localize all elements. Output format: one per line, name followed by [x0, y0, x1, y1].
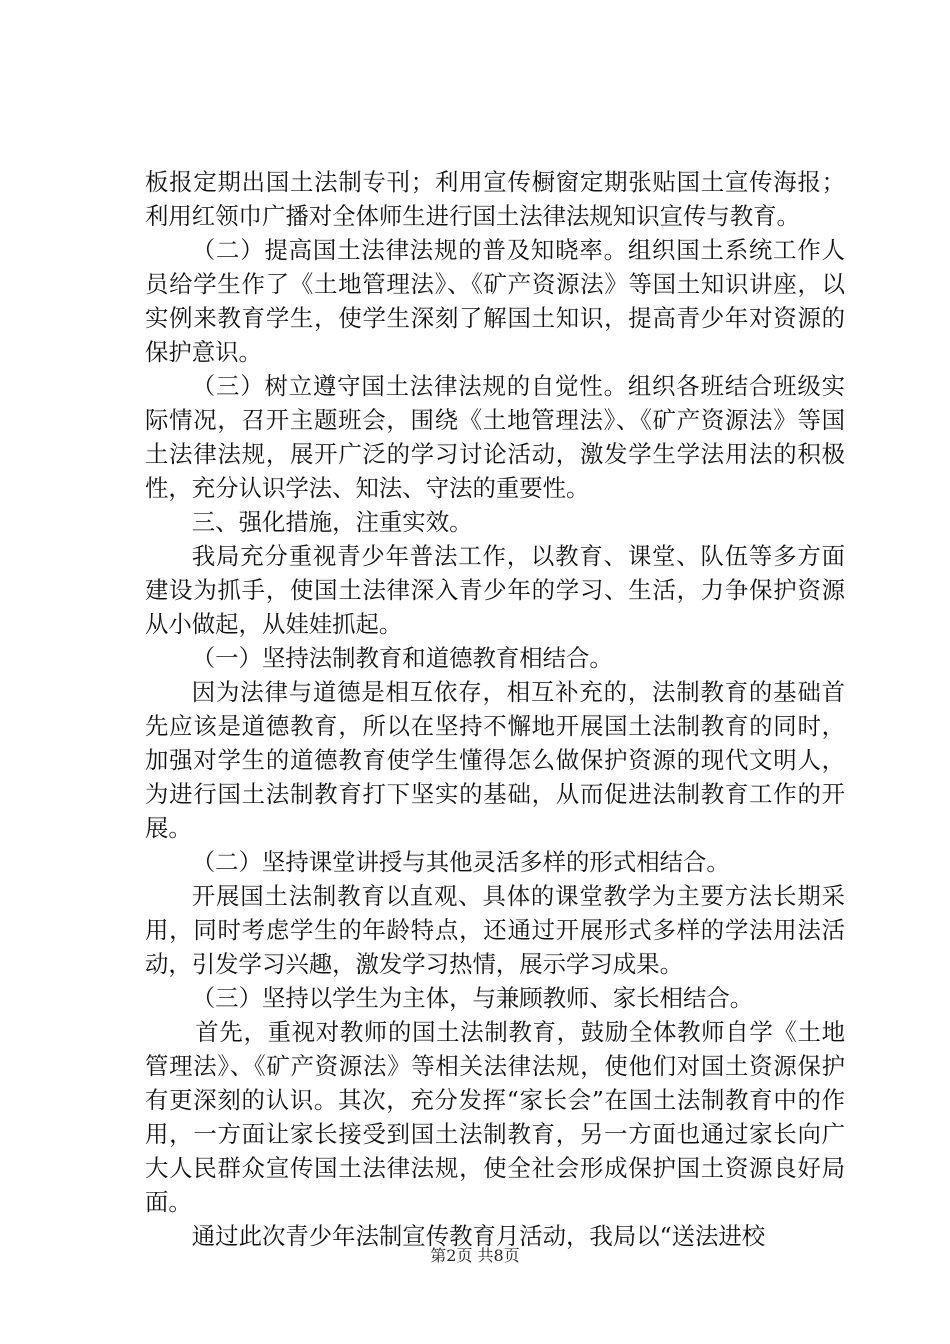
body-text: [145, 165, 845, 1253]
page-number-footer: 第2页 共8页: [430, 1246, 520, 1265]
subheading-2: （二）坚持课堂讲授与其他灵活多样的形式相结合。: [191, 848, 730, 876]
paragraph-subheading-2-body: 开展国土法制教育以直观、具体的课堂教学为主要方法长期采用，同时考虑学生的年龄特点，还通过开展形式多样的学法用法活动，引发学习兴趣，激发学习热情，展示学习成果。: [145, 882, 845, 978]
subheading-1: （一）坚持法制教育和道德教育相结合。: [191, 644, 613, 672]
paragraph-subheading-3-body: 首先，重视对教师的国土法制教育，鼓励全体教师自学《土地管理法》、《矿产资源法》等相关法律法规，使他们对国土资源保护有更深刻的认识。其次，充分发挥“家长会”在国土法制教育中的作用，一方面让家长接受到国土法制教育，另一方面也通过家长向广大人民群众宣传国土法律法规，使全社会形成保护国土资源良好局面。: [145, 1018, 845, 1216]
paragraph-section-3-intro: 我局充分重视青少年普法工作，以教育、课堂、队伍等多方面建设为抓手，使国土法律深入青少年的学习、生活，力争保护资源从小做起，从娃娃抓起。: [145, 542, 845, 638]
paragraph-item-3: （三）树立遵守国土法律法规的自觉性。组织各班结合班级实际情况，召开主题班会，围绕《土地管理法》、《矿产资源法》等国土法律法规，展开广泛的学习讨论活动，激发学生学法用法的积极性，充分认识学法、知法、守法的重要性。: [145, 372, 845, 502]
paragraph-closing: 通过此次青少年法制宣传教育月活动，我局以“送法进校: [191, 1222, 766, 1250]
subheading-3: （三）坚持以学生为主体，与兼顾教师、家长相结合。: [191, 984, 754, 1012]
paragraph-item-2: （二）提高国土法律法规的普及知晓率。组织国土系统工作人员给学生作了《土地管理法》、《矿产资源法》等国土知识讲座，以实例来教育学生，使学生深刻了解国土知识，提高青少年对资源的保护意识。: [145, 236, 845, 366]
paragraph-continuation: 板报定期出国土法制专刊；利用宣传橱窗定期张贴国土宣传海报；利用红领巾广播对全体师生进行国土法律法规知识宣传与教育。: [145, 168, 845, 230]
paragraph-subheading-1-body: 因为法律与道德是相互依存，相互补充的，法制教育的基础首先应该是道德教育，所以在坚持不懈地开展国土法制教育的同时，加强对学生的道德教育使学生懂得怎么做保护资源的现代文明人，为进行国土法制教育打下坚实的基础，从而促进法制教育工作的开展。: [145, 678, 845, 842]
section-heading-3: 三、强化措施，注重实效。: [191, 508, 473, 536]
